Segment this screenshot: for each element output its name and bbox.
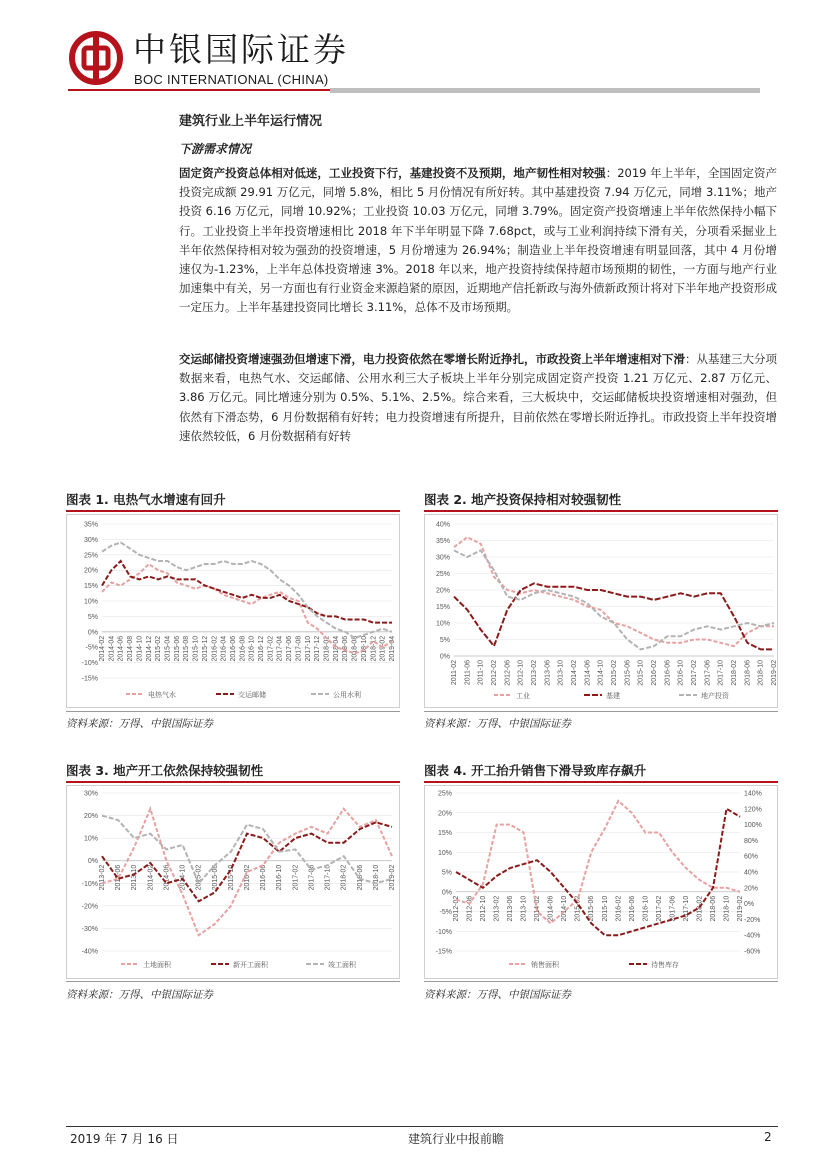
- paragraph-2: [179, 350, 777, 446]
- y-right-tick-label: -60%: [744, 948, 761, 956]
- x-tick-label: 2016-10: [677, 660, 685, 686]
- figure-2-bottom-rule: [424, 711, 778, 712]
- brand-name-en: BOC INTERNATIONAL (CHINA): [134, 72, 329, 87]
- x-tick-label: 2017-02: [655, 895, 663, 922]
- x-tick-label: 2013-02: [493, 895, 501, 922]
- figure-1-rule: [66, 510, 400, 512]
- x-tick-label: 2014-04: [108, 635, 116, 662]
- y-tick-label: 35%: [83, 521, 98, 529]
- x-tick-label: 2015-02: [611, 660, 618, 686]
- x-tick-label: 2012-02: [453, 895, 460, 922]
- series-line-1: [454, 537, 774, 646]
- paragraph-1-lead: 固定资产投资总体相对低迷，工业投资下行，基建投资不及预期，地产韧性相对较强: [179, 166, 606, 180]
- y-tick-label: 15%: [83, 583, 98, 591]
- paragraph-1-text: ：2019 年上半年，全国固定资产投资完成额 29.91 万亿元，同增 5.8%，相比 5 月份情况有所好转。其中基建投资 7.94 万亿元，同增 3.11%；地产投资 6.16 万亿元，同增 10.92%；工业投资 10.03 万亿元，同增 3.79%。固定资产投资增速上半年依然保持小幅下行。工业投资上半年投资增速相比 2018 年下半年明显下降 7.68pct，或与工业利润持续下滑有关，分项看采掘业上半年依然保持相对较为强劲的投资增速，5 月份增速为 26.94%；制造业上半年投资增速有明显回落，其中 4 月份增速仅为-1.23%，上半年总体投资增速 3%。2018 年以来，地产投资持续保持超市场预期的韧性，一方面与地产行业加速集中有关，另一方面也有行业资金来源趋紧的原因，近期地产信托新政与海外债新政预计将对下半年地产投资形成一定压力。上半年基建投资同比增长 3.11%，总体不及市场预期。: [179, 166, 777, 315]
- x-tick-label: 2018-06: [709, 895, 717, 922]
- paragraph-2-text: ：从基建三大分项数据来看，电热气水、交运邮储、公用水利三大子板块上半年分别完成固定资产投资 1.21 万亿元、2.87 万亿元、3.86 万亿元。同比增速分别为 0.5%、5.1%、2.5%。综合来看，三大板块中，交运邮储板块投资增速相对强劲，但依然有下滑态势，6 月份数据稍有好转；电力投资增速有所提升，目前依然在零增长附近挣扎。市政投资上半年投资增速依然较低，6 月份数据稍有好转: [179, 352, 777, 443]
- x-tick-label: 2012-02: [491, 660, 498, 686]
- x-tick-label: 2016-02: [211, 635, 219, 662]
- y-tick-label: 30%: [435, 554, 450, 562]
- y-right-tick-label: 100%: [744, 822, 762, 830]
- footer-rule: [66, 1126, 778, 1127]
- y-tick-label: -15%: [435, 948, 452, 956]
- x-tick-label: 2016-08: [239, 635, 247, 662]
- y-right-tick-label: 120%: [744, 806, 762, 814]
- x-tick-label: 2018-02: [731, 660, 738, 686]
- x-tick-label: 2019-02: [379, 635, 387, 662]
- x-tick-label: 2016-06: [628, 895, 636, 922]
- x-tick-label: 2018-08: [351, 635, 359, 662]
- y-tick-label: 25%: [83, 552, 98, 560]
- y-right-tick-label: 40%: [744, 869, 759, 877]
- x-tick-label: 2015-02: [195, 864, 203, 891]
- x-tick-label: 2015-02: [574, 895, 582, 922]
- page-number: 2: [764, 1130, 772, 1144]
- x-tick-label: 2018-06: [342, 635, 350, 662]
- y-tick-label: 10%: [435, 620, 450, 628]
- series-line-3: [102, 543, 392, 639]
- x-tick-label: 2016-10: [642, 895, 650, 922]
- x-tick-label: 2015-10: [227, 864, 235, 891]
- y-right-tick-label: 140%: [744, 790, 762, 798]
- legend-label: 工业: [516, 692, 530, 700]
- x-tick-label: 2018-02: [323, 635, 331, 662]
- y-tick-label: 30%: [83, 536, 98, 544]
- footer-date: 2019 年 7 月 16 日: [70, 1132, 179, 1146]
- x-tick-label: 2012-06: [466, 895, 474, 922]
- x-tick-label: 2011-10: [477, 660, 485, 686]
- x-tick-label: 2019-04: [389, 635, 396, 662]
- x-tick-label: 2015-06: [588, 895, 596, 922]
- x-tick-label: 2013-10: [557, 660, 565, 686]
- figure-3-rule: [66, 781, 400, 783]
- x-tick-label: 2018-02: [696, 895, 704, 922]
- x-tick-label: 2013-02: [531, 660, 538, 686]
- figure-4-source: 资料来源：万得、中银国际证券: [424, 989, 571, 1001]
- x-tick-label: 2018-02: [340, 864, 348, 891]
- figure-1-title: 图表 1. 电热气水增速有回升: [66, 492, 226, 507]
- figure-4-bottom-rule: [424, 981, 778, 982]
- y-tick-label: -5%: [439, 909, 452, 916]
- x-tick-label: 2018-12: [370, 635, 378, 662]
- figure-2-source: 资料来源：万得、中银国际证券: [424, 718, 571, 730]
- x-tick-label: 2018-06: [356, 864, 364, 891]
- x-tick-label: 2011-06: [464, 660, 472, 686]
- y-tick-label: 5%: [87, 613, 98, 621]
- y-tick-label: 0%: [439, 653, 450, 661]
- y-tick-label: 20%: [83, 813, 98, 821]
- y-tick-label: 5%: [441, 869, 452, 877]
- y-tick-label: 20%: [437, 810, 452, 818]
- figure-2-chart: [424, 514, 778, 708]
- y-tick-label: 10%: [83, 598, 98, 606]
- x-tick-label: 2015-06: [211, 864, 219, 891]
- x-tick-label: 2017-06: [308, 864, 316, 891]
- x-tick-label: 2017-10: [682, 895, 690, 922]
- x-tick-label: 2013-06: [507, 895, 515, 922]
- y-tick-label: 30%: [83, 790, 98, 798]
- legend-label: 电热气水: [148, 691, 176, 699]
- figure-2-title: 图表 2. 地产投资保持相对较强韧性: [424, 492, 622, 507]
- figure-3-bottom-rule: [66, 981, 400, 982]
- legend-label: 待售库存: [651, 961, 679, 969]
- x-tick-label: 2016-06: [260, 864, 268, 891]
- x-tick-label: 2015-02: [155, 635, 163, 662]
- y-tick-label: 20%: [435, 587, 450, 595]
- y-right-tick-label: 0%: [744, 901, 755, 909]
- x-tick-label: 2015-10: [192, 635, 200, 662]
- series-line-3: [454, 550, 774, 649]
- legend-label: 竣工面积: [328, 961, 356, 969]
- x-tick-label: 2018-10: [372, 864, 380, 891]
- x-tick-label: 2016-06: [664, 660, 672, 686]
- x-tick-label: 2018-10: [723, 895, 731, 922]
- boc-logo: [68, 30, 124, 86]
- y-tick-label: -15%: [81, 675, 98, 683]
- x-tick-label: 2012-10: [517, 660, 525, 686]
- x-tick-label: 2014-10: [561, 895, 569, 922]
- x-tick-label: 2014-06: [163, 864, 171, 891]
- y-tick-label: 10%: [437, 849, 452, 857]
- x-tick-label: 2015-04: [164, 635, 172, 662]
- figure-1-source: 资料来源：万得、中银国际证券: [66, 718, 213, 730]
- x-tick-label: 2017-10: [324, 864, 332, 891]
- figure-3-chart: [66, 785, 400, 979]
- x-tick-label: 2014-06: [117, 635, 125, 662]
- legend-label: 新开工面积: [233, 961, 268, 969]
- x-tick-label: 2017-06: [704, 660, 712, 686]
- y-tick-label: 15%: [435, 604, 450, 611]
- x-tick-label: 2015-06: [624, 660, 632, 686]
- y-tick-label: -10%: [81, 660, 98, 668]
- x-tick-label: 2012-06: [504, 660, 512, 686]
- x-tick-label: 2019-02: [389, 864, 396, 891]
- x-tick-label: 2017-10: [717, 660, 725, 686]
- y-tick-label: 20%: [83, 567, 98, 575]
- x-tick-label: 2019-02: [737, 895, 744, 922]
- x-tick-label: 2016-10: [276, 864, 284, 891]
- y-tick-label: 15%: [437, 830, 452, 837]
- x-tick-label: 2017-10: [304, 635, 312, 662]
- y-tick-label: 10%: [83, 835, 98, 843]
- x-tick-label: 2014-02: [534, 895, 542, 922]
- y-tick-label: -30%: [81, 925, 98, 933]
- legend-label: 地产投资: [701, 692, 729, 700]
- subhead: 下游需求情况: [179, 142, 252, 156]
- x-tick-label: 2012-10: [480, 895, 488, 922]
- x-tick-label: 2016-12: [258, 635, 266, 662]
- x-tick-label: 2014-02: [571, 660, 578, 686]
- x-tick-label: 2014-10: [136, 635, 144, 662]
- y-right-tick-label: -40%: [744, 932, 761, 940]
- x-tick-label: 2015-10: [637, 660, 645, 686]
- y-tick-label: 40%: [435, 521, 450, 529]
- x-tick-label: 2018-06: [744, 660, 752, 686]
- legend-label: 交运邮储: [238, 691, 266, 699]
- x-tick-label: 2017-08: [295, 635, 303, 662]
- y-tick-label: 5%: [439, 637, 450, 644]
- section-title: 建筑行业上半年运行情况: [179, 114, 323, 129]
- x-tick-label: 2018-04: [332, 635, 340, 662]
- x-tick-label: 2014-02: [99, 635, 106, 662]
- y-right-tick-label: 20%: [744, 885, 759, 893]
- x-tick-label: 2013-06: [544, 660, 552, 686]
- figure-1-chart: [66, 514, 400, 708]
- figure-2-rule: [424, 510, 778, 512]
- y-tick-label: 25%: [435, 571, 450, 578]
- x-tick-label: 2018-10: [757, 660, 765, 686]
- paragraph-1: [179, 164, 777, 318]
- header-rule-gray: [330, 88, 760, 93]
- y-tick-label: -5%: [85, 644, 98, 652]
- x-tick-label: 2015-10: [601, 895, 609, 922]
- x-tick-label: 2017-06: [669, 895, 677, 922]
- figure-4-title: 图表 4. 开工抬升销售下滑导致库存飙升: [424, 763, 647, 778]
- legend-label: 公用水利: [333, 691, 361, 699]
- x-tick-label: 2014-10: [597, 660, 605, 686]
- y-tick-label: 0%: [87, 629, 98, 637]
- x-tick-label: 2014-12: [145, 635, 153, 662]
- x-tick-label: 2014-10: [179, 864, 187, 891]
- y-tick-label: 35%: [435, 538, 450, 545]
- x-tick-label: 2013-10: [520, 895, 528, 922]
- x-tick-label: 2013-02: [99, 864, 106, 891]
- y-right-tick-label: 80%: [744, 837, 759, 845]
- footer-report-name: 建筑行业中报前瞻: [408, 1132, 505, 1146]
- x-tick-label: 2017-06: [286, 635, 294, 662]
- y-tick-label: 0%: [441, 889, 452, 897]
- header-rule-red: [68, 89, 330, 91]
- x-tick-label: 2016-10: [248, 635, 256, 662]
- figure-3-title: 图表 3. 地产开工依然保持较强韧性: [66, 763, 264, 778]
- legend-label: 销售面积: [531, 961, 559, 969]
- y-tick-label: -10%: [81, 880, 98, 888]
- legend-label: 基建: [606, 692, 620, 700]
- x-tick-label: 2013-10: [131, 864, 139, 891]
- brand-name-cn: 中银国际证券: [133, 30, 349, 69]
- y-tick-label: 0%: [87, 858, 98, 866]
- paragraph-2-lead: 交运邮储投资增速强劲但增速下滑，电力投资依然在零增长附近挣扎，市政投资上半年增速相对下滑: [179, 352, 685, 366]
- x-tick-label: 2011-02: [451, 660, 458, 686]
- x-tick-label: 2015-12: [201, 635, 209, 662]
- figure-1-bottom-rule: [66, 711, 400, 712]
- x-tick-label: 2013-06: [115, 864, 123, 891]
- x-tick-label: 2019-02: [771, 660, 778, 686]
- x-tick-label: 2014-08: [127, 635, 135, 662]
- x-tick-label: 2017-02: [267, 635, 275, 662]
- x-tick-label: 2015-06: [173, 635, 181, 662]
- y-tick-label: -20%: [81, 903, 98, 911]
- x-tick-label: 2016-02: [651, 660, 658, 686]
- x-tick-label: 2014-06: [584, 660, 592, 686]
- x-tick-label: 2014-06: [547, 895, 555, 922]
- x-tick-label: 2017-04: [276, 635, 284, 662]
- figure-3-source: 资料来源：万得、中银国际证券: [66, 989, 213, 1001]
- x-tick-label: 2017-02: [691, 660, 698, 686]
- x-tick-label: 2017-02: [292, 864, 300, 891]
- x-tick-label: 2014-02: [147, 864, 155, 891]
- y-right-tick-label: -20%: [744, 916, 761, 924]
- figure-4-chart: [424, 785, 778, 979]
- x-tick-label: 2016-06: [229, 635, 237, 662]
- y-tick-label: -10%: [435, 928, 452, 936]
- y-tick-label: -40%: [81, 948, 98, 956]
- x-tick-label: 2017-12: [314, 635, 322, 662]
- x-tick-label: 2015-08: [183, 635, 191, 662]
- x-tick-label: 2016-04: [220, 635, 228, 662]
- figure-4-rule: [424, 781, 778, 783]
- x-tick-label: 2016-02: [244, 864, 251, 891]
- legend-label: 土地面积: [143, 961, 171, 969]
- y-tick-label: 25%: [437, 790, 452, 798]
- y-right-tick-label: 60%: [744, 853, 759, 861]
- x-tick-label: 2016-02: [615, 895, 623, 922]
- x-tick-label: 2018-10: [360, 635, 368, 662]
